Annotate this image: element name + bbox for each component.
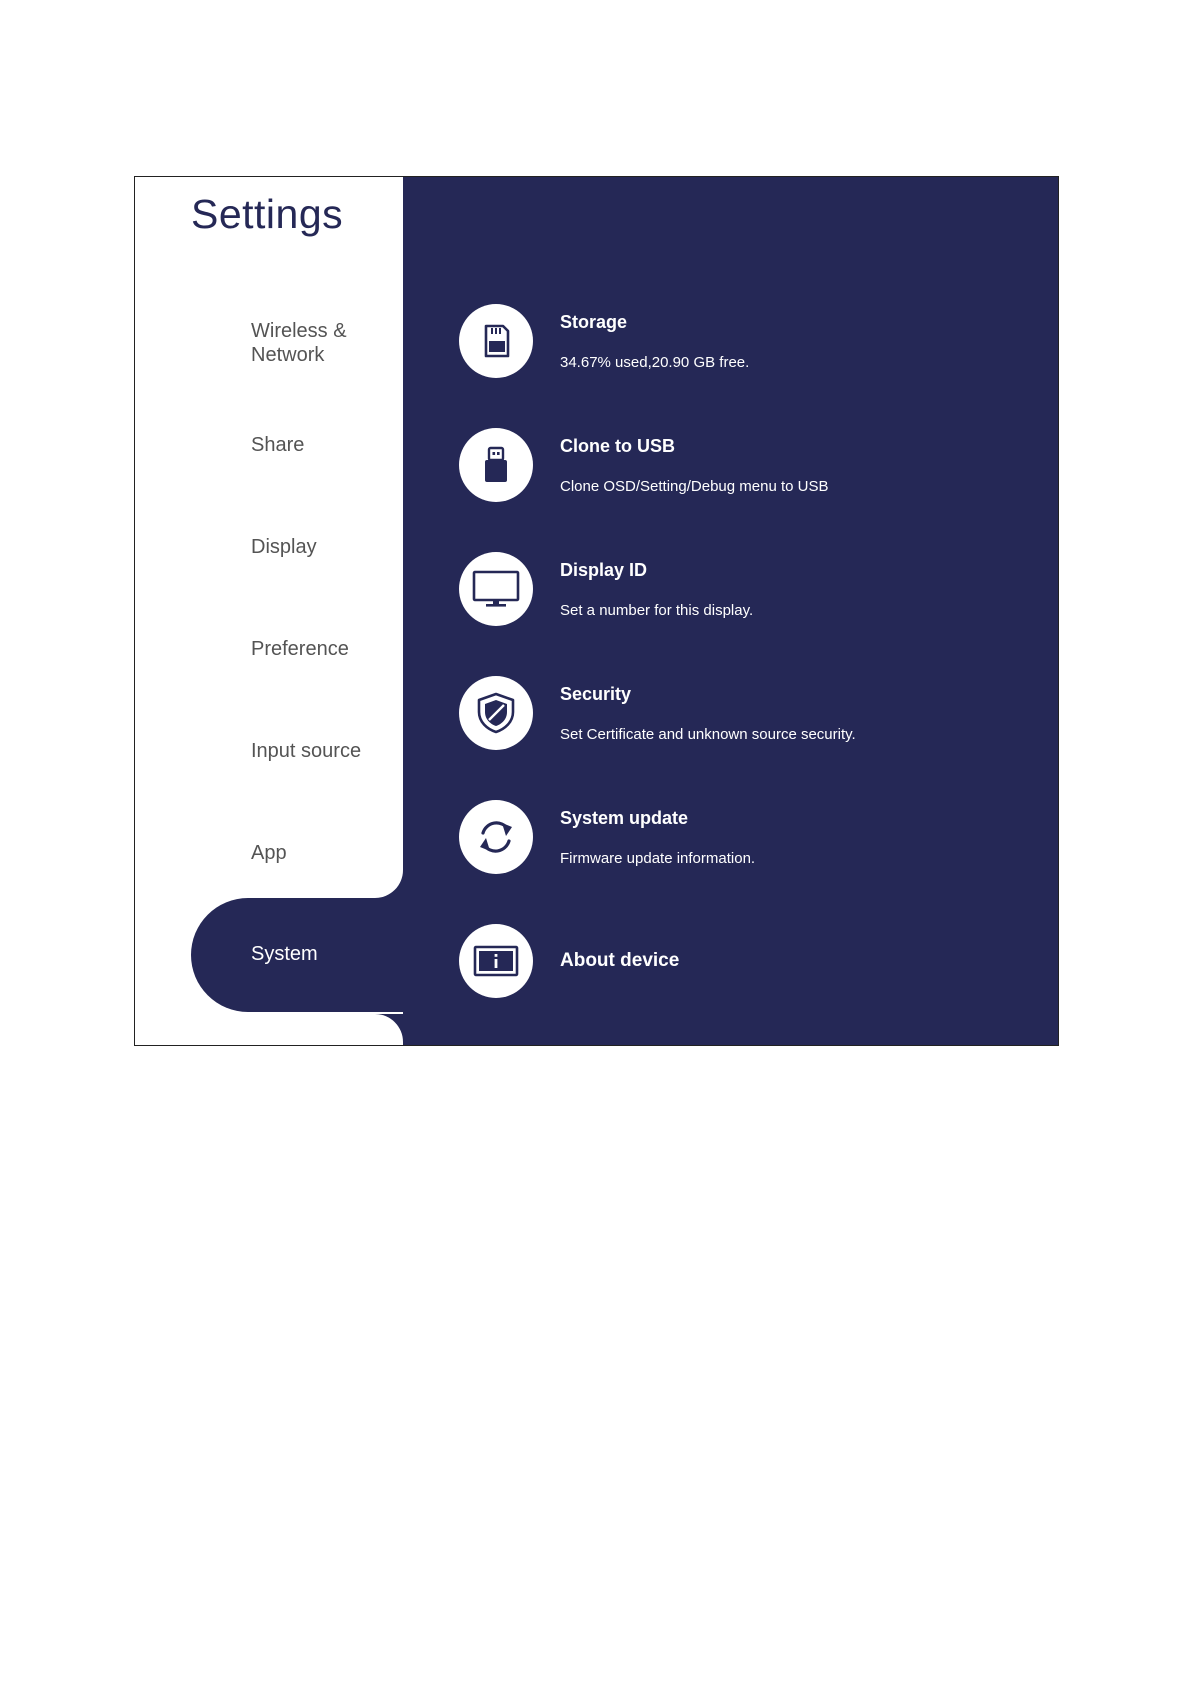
about-device-title: About device xyxy=(560,950,680,971)
page-title: Settings xyxy=(191,191,344,237)
sidebar-item-system[interactable] xyxy=(191,898,403,1012)
active-tab-notch-top xyxy=(375,870,403,898)
storage-description: 34.67% used,20.90 GB free. xyxy=(560,354,750,371)
refresh-icon xyxy=(459,800,533,874)
security-description: Set Certificate and unknown source security. xyxy=(560,726,856,743)
security-title: Security xyxy=(560,684,632,704)
clone-to-usb-setting[interactable] xyxy=(459,428,1019,504)
sidebar-item-label: Wireless & Network xyxy=(251,320,347,366)
info-icon xyxy=(459,924,533,998)
sidebar-item-preference[interactable] xyxy=(135,637,403,667)
display-id-title: Display ID xyxy=(560,560,648,580)
system-update-description: Firmware update information. xyxy=(560,850,756,867)
sidebar-item-label: Share xyxy=(251,434,305,456)
clone-to-usb-title: Clone to USB xyxy=(560,436,675,456)
sidebar-item-app[interactable] xyxy=(135,841,403,871)
settings-screen xyxy=(134,176,1059,1046)
system-update-setting[interactable] xyxy=(459,800,1019,876)
sidebar-item-label: Display xyxy=(251,536,317,558)
sidebar-item-label: App xyxy=(251,842,287,864)
clone-to-usb-description: Clone OSD/Setting/Debug menu to USB xyxy=(560,478,829,495)
sd-card-icon xyxy=(459,304,533,378)
sidebar-item-label: Preference xyxy=(251,638,349,660)
display-id-setting[interactable] xyxy=(459,552,1019,628)
sidebar-item-share[interactable] xyxy=(135,433,403,463)
security-setting[interactable] xyxy=(459,676,1019,752)
storage-title: Storage xyxy=(560,312,628,332)
system-update-title: System update xyxy=(560,808,689,828)
monitor-icon xyxy=(459,552,533,626)
usb-drive-icon xyxy=(459,428,533,502)
sidebar-item-wireless-network[interactable] xyxy=(135,319,403,371)
sidebar-item-display[interactable] xyxy=(135,535,403,565)
storage-setting[interactable] xyxy=(459,304,1019,380)
sidebar-item-input-source[interactable] xyxy=(135,739,403,769)
display-id-description: Set a number for this display. xyxy=(560,602,754,619)
sidebar xyxy=(135,177,403,1045)
sidebar-item-label: System xyxy=(251,943,318,965)
active-tab-notch-bottom xyxy=(375,1014,403,1042)
main-panel xyxy=(403,177,1058,1045)
sidebar-item-label: Input source xyxy=(251,740,362,762)
about-device-setting[interactable] xyxy=(459,924,1019,1000)
shield-icon xyxy=(459,676,533,750)
